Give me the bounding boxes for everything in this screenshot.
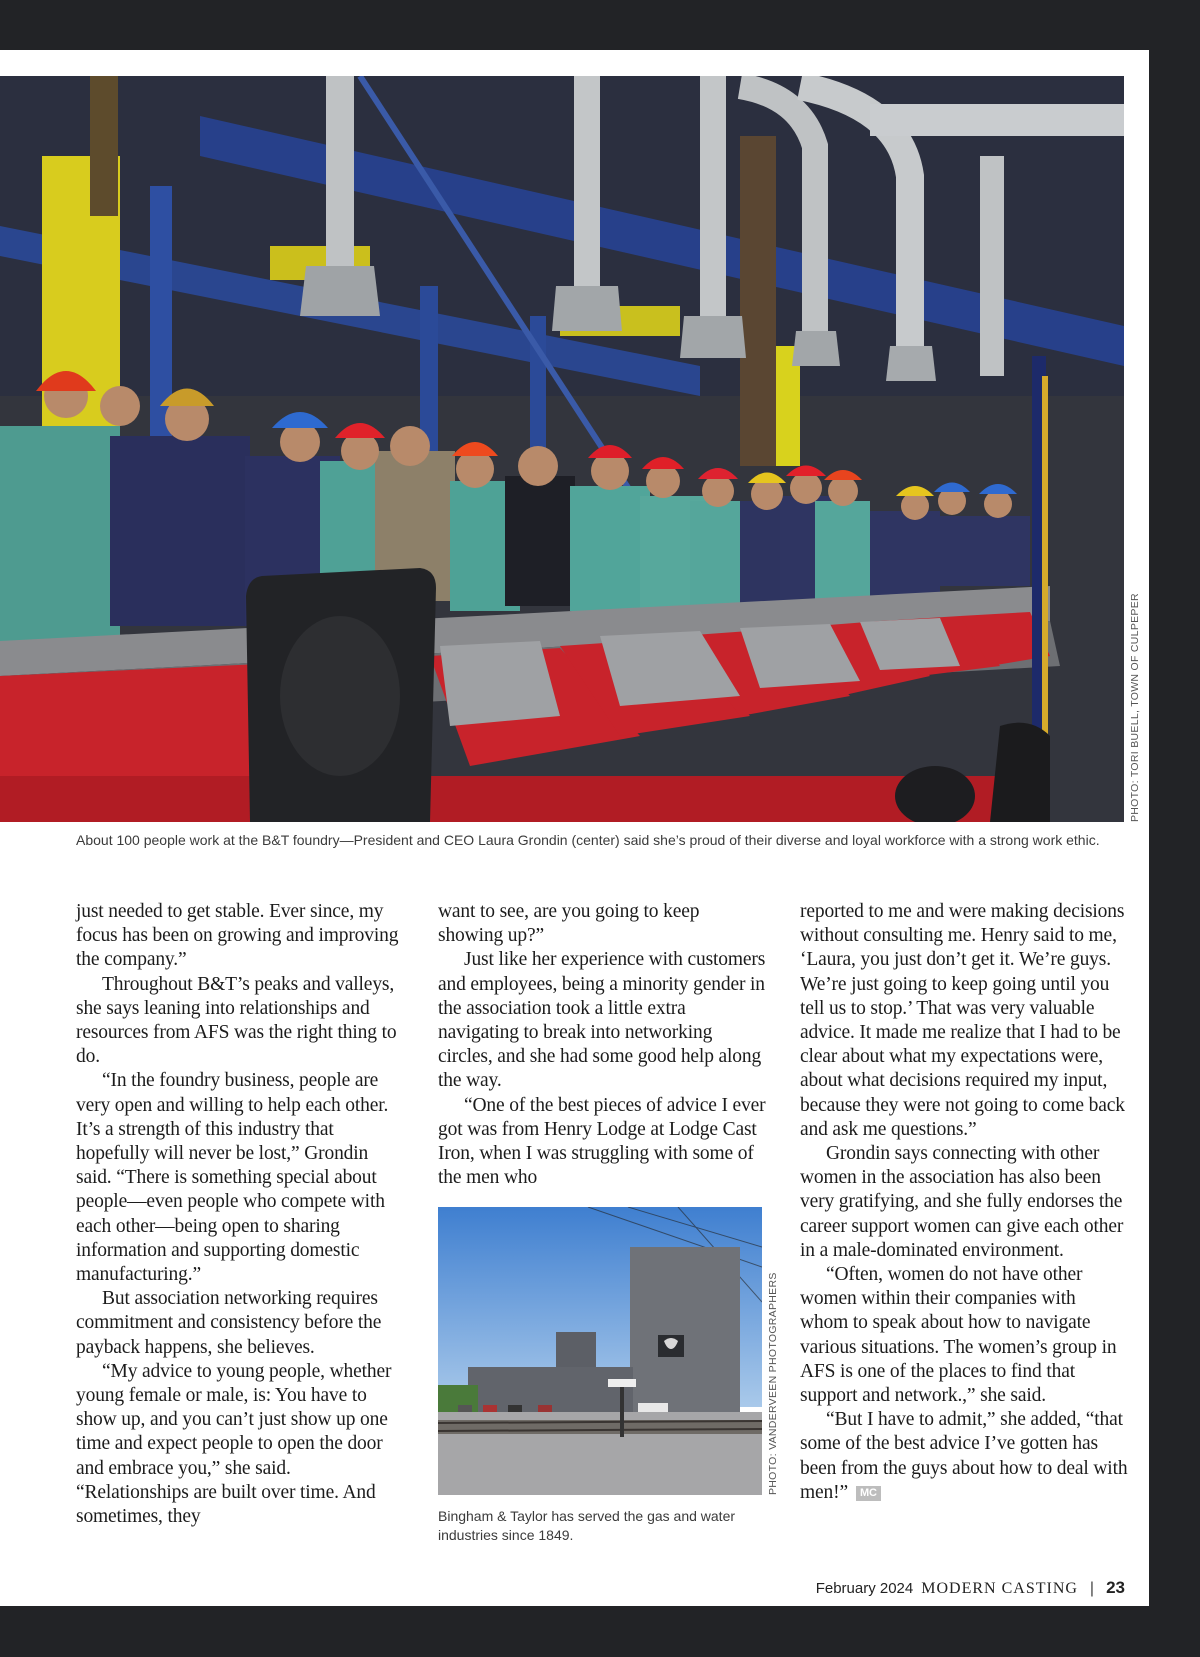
paragraph-text: “But I have to admit,” she added, “that some of the best advice I’ve gotten has been from the guys about how to deal with men!” [800, 1409, 1128, 1503]
paragraph: Just like her experience with customers and employees, being a minority gender in the association took a little extra navigating to break into networking circles, and she had some good help along the way. [438, 949, 766, 1092]
magazine-page [0, 50, 1149, 1606]
building-photo-credit: PHOTO: VANDERVEEN PHOTOGRAPHERS [767, 1272, 779, 1495]
article-column-2 [438, 900, 766, 1190]
paragraph: want to see, are you going to keep showing up?” [438, 901, 700, 947]
paragraph: just needed to get stable. Ever since, my focus has been on growing and improving the company.” [76, 901, 399, 971]
paragraph [800, 1408, 1128, 1505]
paragraph: “One of the best pieces of advice I ever got was from Henry Lodge at Lodge Cast Iron, when I was struggling with some of the men who [438, 1094, 766, 1189]
article-column-1 [76, 900, 402, 1529]
paragraph: “Often, women do not have other women within their companies with whom to speak about how to navigate various situations. The women’s group in AFS is one of the places to find that support and network.,” she said. [800, 1264, 1117, 1407]
hero-photo-caption: About 100 people work at the B&T foundry—President and CEO Laura Grondin (center) said she’s proud of their diverse and loyal workforce with a strong work ethic. [76, 832, 1100, 848]
paragraph: But association networking requires commitment and consistency before the payback happens, she believes. [76, 1288, 382, 1358]
hero-photo-credit: PHOTO: TORI BUELL, TOWN OF CULPEPER [1129, 593, 1141, 822]
paragraph: Grondin says connecting with other women in the association has also been very gratifying, and she fully endorses the career support women can give each other in a male-dominated environment. [800, 1143, 1124, 1261]
end-mark: MC [856, 1486, 881, 1501]
magazine-name: MODERN CASTING [921, 1580, 1078, 1597]
page-number: 23 [1106, 1578, 1125, 1597]
issue-date: February 2024 [815, 1580, 914, 1597]
building-photo-caption: Bingham & Taylor has served the gas and water industries since 1849. [438, 1508, 736, 1543]
hero-photo [0, 76, 1124, 822]
paragraph: reported to me and were making decisions without consulting me. Henry said to me, ‘Laura, you just don’t get it. We’re guys. We’re just going to keep going until you tell us to stop.’ That was very valuable advice. It made me realize that I had to be clear about what my expectations were, about what decisions required my input, because they were not going to come back and ask me questions.” [800, 901, 1125, 1140]
building-photo [438, 1207, 762, 1495]
article-column-3 [800, 900, 1128, 1505]
paragraph: “In the foundry business, people are very open and willing to help each other. It’s a strength of this industry that hopefully will never be lost,” Grondin said. “There is something special about people—even people who compete with each other—being open to sharing information and supporting domestic manufacturing.” [76, 1070, 389, 1286]
page-footer [816, 1578, 1125, 1598]
footer-separator: | [1089, 1580, 1095, 1597]
paragraph: Throughout B&T’s peaks and valleys, she says leaning into relationships and resources from AFS was the right thing to do. [76, 973, 397, 1068]
paragraph: “My advice to young people, whether young female or male, is: You have to show up, and you can’t just show up one time and expect people to open the door and embrace you,” she said. “Relationships are built over time. And sometimes, they [76, 1360, 392, 1528]
